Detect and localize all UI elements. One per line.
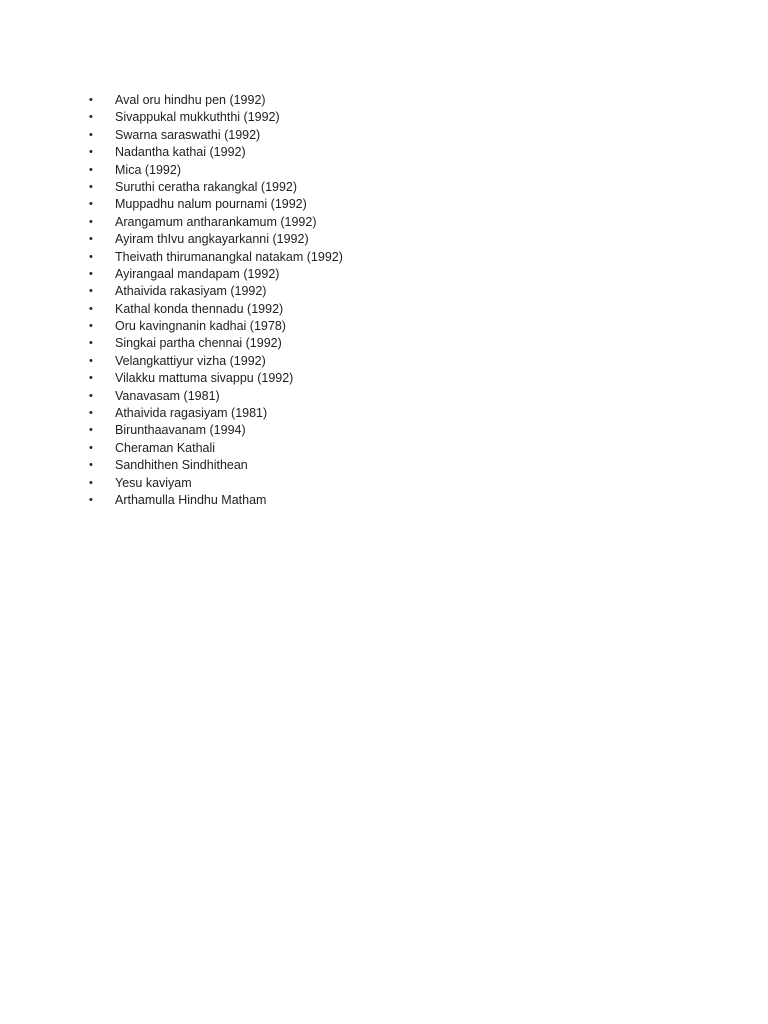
book-title: Athaivida ragasiyam (1981) [115, 406, 268, 421]
book-title: Arthamulla Hindhu Matham [115, 492, 267, 507]
book-title: Ayirangaal mandapam (1992) [115, 266, 280, 281]
book-title: Arangamum antharankamum (1992) [115, 214, 317, 229]
book-title: Oru kavingnanin kadhai (1978) [115, 319, 286, 334]
bullet-icon: • [89, 250, 93, 263]
book-title: Vanavasam (1981) [115, 388, 220, 403]
bullet-icon: • [89, 302, 93, 315]
list-item [86, 162, 343, 179]
list-item [86, 109, 343, 126]
bullet-icon: • [89, 94, 93, 106]
list-item [86, 127, 343, 144]
book-title: Sandhithen Sindhithean [115, 458, 248, 473]
bullet-icon: • [89, 389, 93, 402]
book-title: Theivath thirumanangkal natakam (1992) [115, 249, 343, 264]
list-item [86, 388, 343, 405]
list-item [86, 266, 343, 283]
bullet-icon: • [89, 233, 93, 246]
bullet-icon: • [89, 407, 93, 420]
bullet-icon: • [89, 111, 93, 124]
list-item [86, 92, 343, 109]
list-item [86, 231, 343, 248]
list-item [86, 405, 343, 422]
bullet-icon: • [89, 198, 93, 211]
bullet-icon: • [89, 180, 93, 193]
book-title: Vilakku mattuma sivappu (1992) [115, 371, 294, 386]
bullet-icon: • [89, 372, 93, 385]
list-item [86, 457, 343, 474]
list-item [86, 249, 343, 266]
bullet-icon: • [89, 424, 93, 437]
list-item [86, 422, 343, 439]
list-item [86, 144, 343, 161]
book-title: Singkai partha chennai (1992) [115, 336, 282, 351]
list-item [86, 196, 343, 213]
bullet-icon: • [89, 476, 93, 489]
book-title: Suruthi ceratha rakangkal (1992) [115, 179, 298, 194]
book-title: Athaivida rakasiyam (1992) [115, 284, 267, 299]
book-title: Muppadhu nalum pournami (1992) [115, 197, 307, 212]
bullet-icon: • [89, 163, 93, 176]
book-title: Kathal konda thennadu (1992) [115, 301, 284, 316]
list-item [86, 353, 343, 370]
bullet-icon: • [89, 128, 93, 141]
list-item [86, 318, 343, 335]
list-item [86, 301, 343, 318]
book-list [86, 92, 343, 509]
book-title: Birunthaavanam (1994) [115, 423, 246, 438]
list-item [86, 283, 343, 300]
bullet-icon: • [89, 441, 93, 454]
list-item [86, 440, 343, 457]
bullet-icon: • [89, 493, 93, 506]
book-title: Swarna saraswathi (1992) [115, 127, 261, 142]
book-title: Aval oru hindhu pen (1992) [115, 93, 266, 107]
bullet-icon: • [89, 146, 93, 159]
list-item [86, 335, 343, 352]
bullet-icon: • [89, 215, 93, 228]
list-item [86, 475, 343, 492]
list-item [86, 214, 343, 231]
bullet-icon: • [89, 354, 93, 367]
book-title: Sivappukal mukkuththi (1992) [115, 110, 280, 125]
bullet-icon: • [89, 459, 93, 472]
book-title: Velangkattiyur vizha (1992) [115, 353, 266, 368]
list-item [86, 179, 343, 196]
bullet-icon: • [89, 267, 93, 280]
book-title: Yesu kaviyam [115, 475, 192, 490]
book-title: Ayiram thIvu angkayarkanni (1992) [115, 232, 309, 247]
book-title: Nadantha kathai (1992) [115, 145, 246, 160]
book-title: Mica (1992) [115, 162, 181, 177]
bullet-icon: • [89, 320, 93, 333]
bullet-icon: • [89, 337, 93, 350]
list-item [86, 492, 343, 509]
list-item [86, 370, 343, 387]
book-title: Cheraman Kathali [115, 440, 216, 455]
bullet-icon: • [89, 285, 93, 298]
